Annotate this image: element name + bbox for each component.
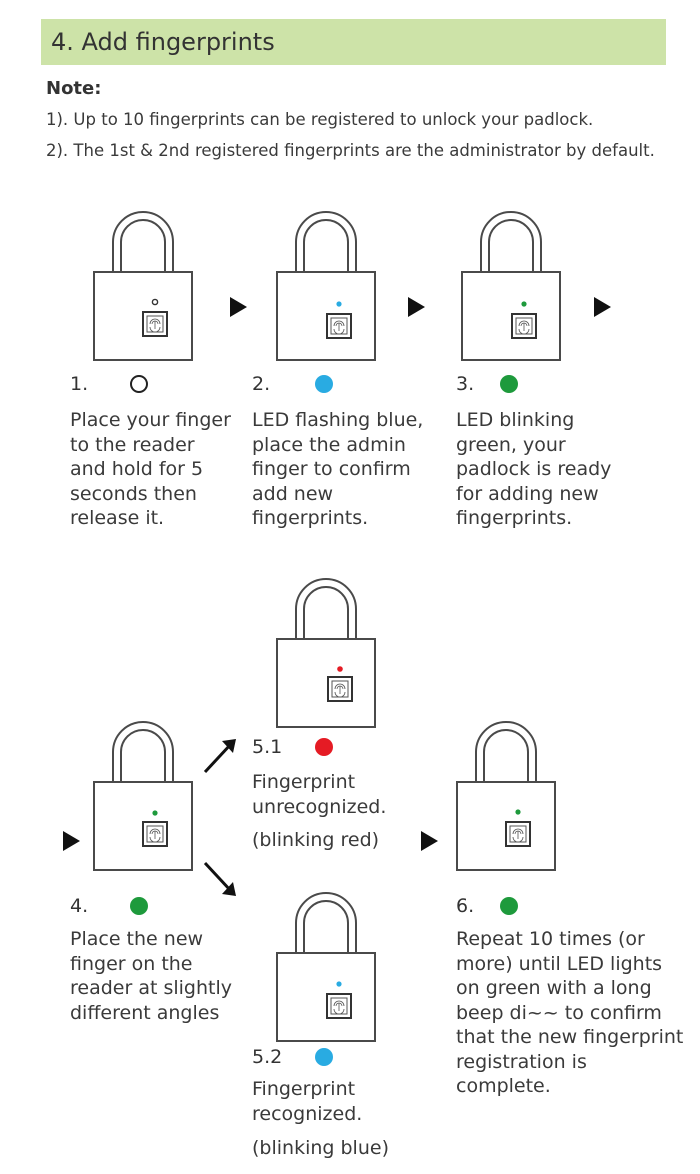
step-5-1-status: (blinking red) bbox=[252, 829, 380, 851]
arrow-right-icon bbox=[421, 831, 438, 851]
padlock-illustration-6 bbox=[456, 700, 556, 872]
step-3-number: 3. bbox=[456, 373, 475, 395]
padlock-illustration-5-1 bbox=[276, 557, 376, 729]
led-green-icon bbox=[130, 897, 148, 915]
arrow-up-right-icon bbox=[200, 735, 240, 777]
arrow-down-right-icon bbox=[200, 858, 240, 900]
led-indicator bbox=[152, 299, 157, 304]
led-indicator bbox=[515, 809, 520, 814]
step-5-1-description: Fingerprint unrecognized. bbox=[252, 771, 387, 818]
step-3-description: LED blinking green, your padlock is ready for adding new fingerprints. bbox=[456, 409, 612, 529]
note-title: Note: bbox=[46, 78, 102, 99]
padlock-illustration-2 bbox=[276, 190, 376, 362]
step-2-number: 2. bbox=[252, 373, 271, 395]
section-header bbox=[41, 19, 666, 65]
padlock-illustration-3 bbox=[461, 190, 561, 362]
step-1-number: 1. bbox=[70, 373, 89, 395]
led-indicator bbox=[336, 981, 341, 986]
led-green-icon bbox=[500, 897, 518, 915]
step-2-description: LED flashing blue, place the admin finger to confirm add new fingerprints. bbox=[252, 409, 424, 529]
padlock-illustration-5-2 bbox=[276, 871, 376, 1043]
section-title: 4. Add fingerprints bbox=[51, 28, 275, 56]
led-indicator bbox=[152, 810, 157, 815]
fingerprint-sensor-icon bbox=[327, 994, 351, 1018]
fingerprint-sensor-icon bbox=[143, 312, 167, 336]
step-1-description: Place your finger to the reader and hold for 5 seconds then release it. bbox=[70, 409, 231, 529]
note-line-2: 2). The 1st & 2nd registered fingerprints are the administrator by default. bbox=[46, 141, 655, 160]
padlock-illustration-1 bbox=[93, 190, 193, 362]
step-4-number: 4. bbox=[70, 895, 89, 917]
step-5-1-number: 5.1 bbox=[252, 736, 283, 758]
led-indicator bbox=[337, 666, 343, 672]
padlock-illustration-4 bbox=[93, 700, 193, 872]
step-6-number: 6. bbox=[456, 895, 475, 917]
step-5-2-description: Fingerprint recognized. bbox=[252, 1078, 363, 1125]
arrow-right-icon bbox=[63, 831, 80, 851]
arrow-right-icon bbox=[408, 297, 425, 317]
fingerprint-sensor-icon bbox=[143, 822, 167, 846]
led-blue-icon bbox=[315, 375, 333, 393]
led-blue-icon bbox=[315, 1048, 333, 1066]
arrow-right-icon bbox=[594, 297, 611, 317]
fingerprint-sensor-icon bbox=[512, 314, 536, 338]
fingerprint-sensor-icon bbox=[327, 314, 351, 338]
step-6-description: Repeat 10 times (or more) until LED lights on green with a long beep di~~ to confirm that the new fingerprint registration is complete. bbox=[456, 928, 684, 1097]
fingerprint-sensor-icon bbox=[506, 822, 530, 846]
step-4-description: Place the new finger on the reader at slightly different angles bbox=[70, 928, 232, 1024]
fingerprint-sensor-icon bbox=[328, 677, 352, 701]
led-red-icon bbox=[315, 738, 333, 756]
step-5-2-number: 5.2 bbox=[252, 1046, 283, 1068]
led-indicator bbox=[521, 301, 526, 306]
note-line-1: 1). Up to 10 fingerprints can be registered to unlock your padlock. bbox=[46, 110, 594, 129]
arrow-right-icon bbox=[230, 297, 247, 317]
led-indicator bbox=[336, 301, 341, 306]
step-5-2-status: (blinking blue) bbox=[252, 1137, 389, 1159]
led-green-icon bbox=[500, 375, 518, 393]
led-off-icon bbox=[130, 375, 148, 393]
